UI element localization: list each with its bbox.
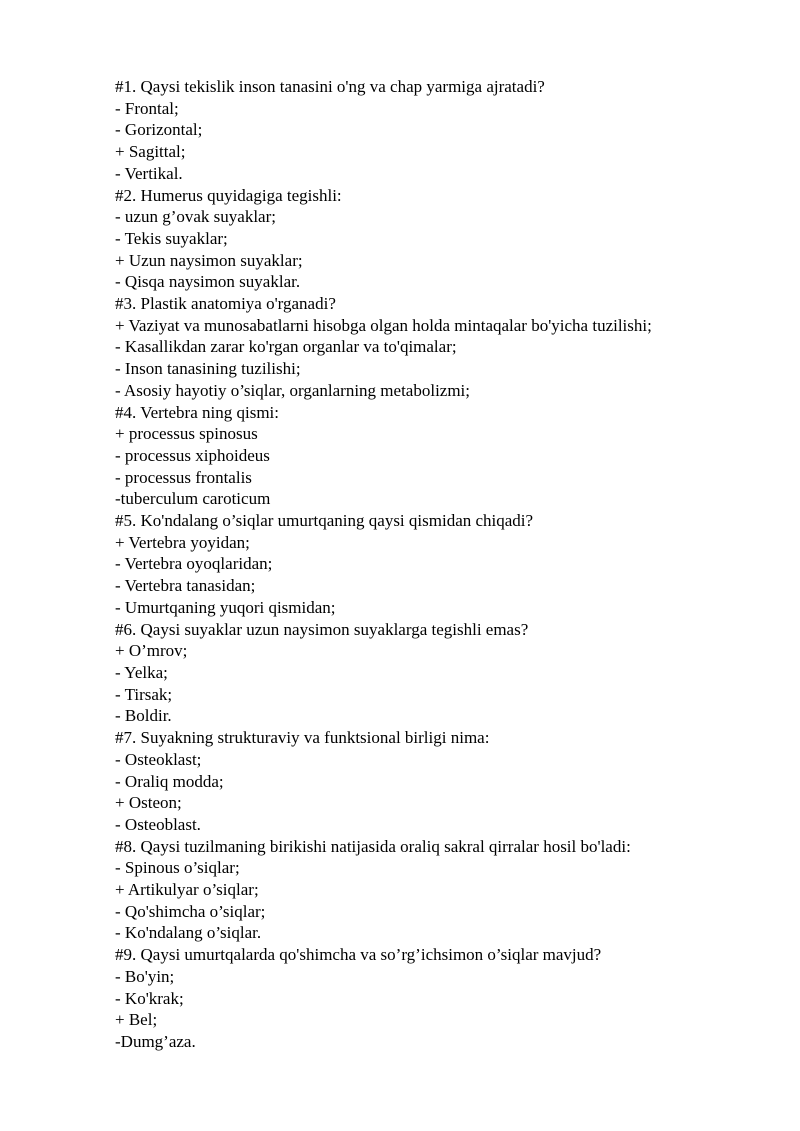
question-text: #3. Plastik anatomiya o'rganadi? <box>115 294 336 314</box>
answer-option: + Sagittal; <box>115 142 186 162</box>
answer-option: - Osteoklast; <box>115 749 202 769</box>
question-block <box>115 185 795 294</box>
answer-option: - Bo'yin; <box>115 966 175 986</box>
question-block <box>115 510 795 619</box>
answer-option: - Tekis suyaklar; <box>115 228 228 248</box>
answer-option: + Vaziyat va munosabatlarni hisobga olgan holda mintaqalar bo'yicha tuzilishi; <box>115 315 652 335</box>
answer-option: -Dumg’aza. <box>115 1031 196 1051</box>
question-text: #5. Ko'ndalang o’siqlar umurtqaning qaysi qismidan chiqadi? <box>115 511 534 531</box>
answer-option: - Tirsak; <box>115 684 173 704</box>
answer-option: + processus spinosus <box>115 424 258 444</box>
answer-option: - Oraliq modda; <box>115 771 224 791</box>
answer-option: - Qo'shimcha o’siqlar; <box>115 901 266 921</box>
question-block <box>115 402 795 511</box>
answer-option: + Artikulyar o’siqlar; <box>115 880 259 900</box>
question-block <box>115 727 795 836</box>
answer-option: - Qisqa naysimon suyaklar. <box>115 272 301 292</box>
answer-option: - Gorizontal; <box>115 120 203 140</box>
answer-option: + Uzun naysimon suyaklar; <box>115 250 303 270</box>
question-block <box>115 836 795 945</box>
answer-option: - processus frontalis <box>115 467 252 487</box>
answer-option: - Frontal; <box>115 98 179 118</box>
answer-option: - Umurtqaning yuqori qismidan; <box>115 597 336 617</box>
question-text: #9. Qaysi umurtqalarda qo'shimcha va so’rg’ichsimon o’siqlar mavjud? <box>115 945 602 965</box>
question-block <box>115 76 795 185</box>
question-block <box>115 944 795 1053</box>
answer-option: - Osteoblast. <box>115 814 201 834</box>
answer-option: - Boldir. <box>115 706 172 726</box>
answer-option: - Spinous o’siqlar; <box>115 858 240 878</box>
question-text: #8. Qaysi tuzilmaning birikishi natijasida oraliq sakral qirralar hosil bo'ladi: <box>115 836 631 856</box>
answer-option: - Ko'krak; <box>115 988 184 1008</box>
document-page <box>115 76 795 1053</box>
question-block <box>115 619 795 728</box>
answer-option: + Bel; <box>115 1010 158 1030</box>
answer-option: - processus xiphoideus <box>115 445 270 465</box>
answer-option: + Osteon; <box>115 793 182 813</box>
answer-option: - Vertebra tanasidan; <box>115 576 256 596</box>
answer-option: - Yelka; <box>115 662 168 682</box>
question-text: #6. Qaysi suyaklar uzun naysimon suyaklarga tegishli emas? <box>115 619 529 639</box>
answer-option: - Asosiy hayotiy o’siqlar, organlarning metabolizmi; <box>115 380 471 400</box>
question-text: #7. Suyakning strukturaviy va funktsional birligi nima: <box>115 728 490 748</box>
answer-option: - Ko'ndalang o’siqlar. <box>115 923 262 943</box>
answer-option: -tuberculum caroticum <box>115 489 271 509</box>
question-text: #4. Vertebra ning qismi: <box>115 402 279 422</box>
answer-option: - Inson tanasining tuzilishi; <box>115 359 301 379</box>
answer-option: - Kasallikdan zarar ko'rgan organlar va to'qimalar; <box>115 337 457 357</box>
answer-option: - uzun g’ovak suyaklar; <box>115 207 276 227</box>
answer-option: - Vertikal. <box>115 163 183 183</box>
answer-option: + O’mrov; <box>115 641 188 661</box>
question-block <box>115 293 795 402</box>
answer-option: + Vertebra yoyidan; <box>115 532 250 552</box>
answer-option: - Vertebra oyoqlaridan; <box>115 554 273 574</box>
question-text: #1. Qaysi tekislik inson tanasini o'ng va chap yarmiga ajratadi? <box>115 77 545 96</box>
question-text: #2. Humerus quyidagiga tegishli: <box>115 185 342 205</box>
